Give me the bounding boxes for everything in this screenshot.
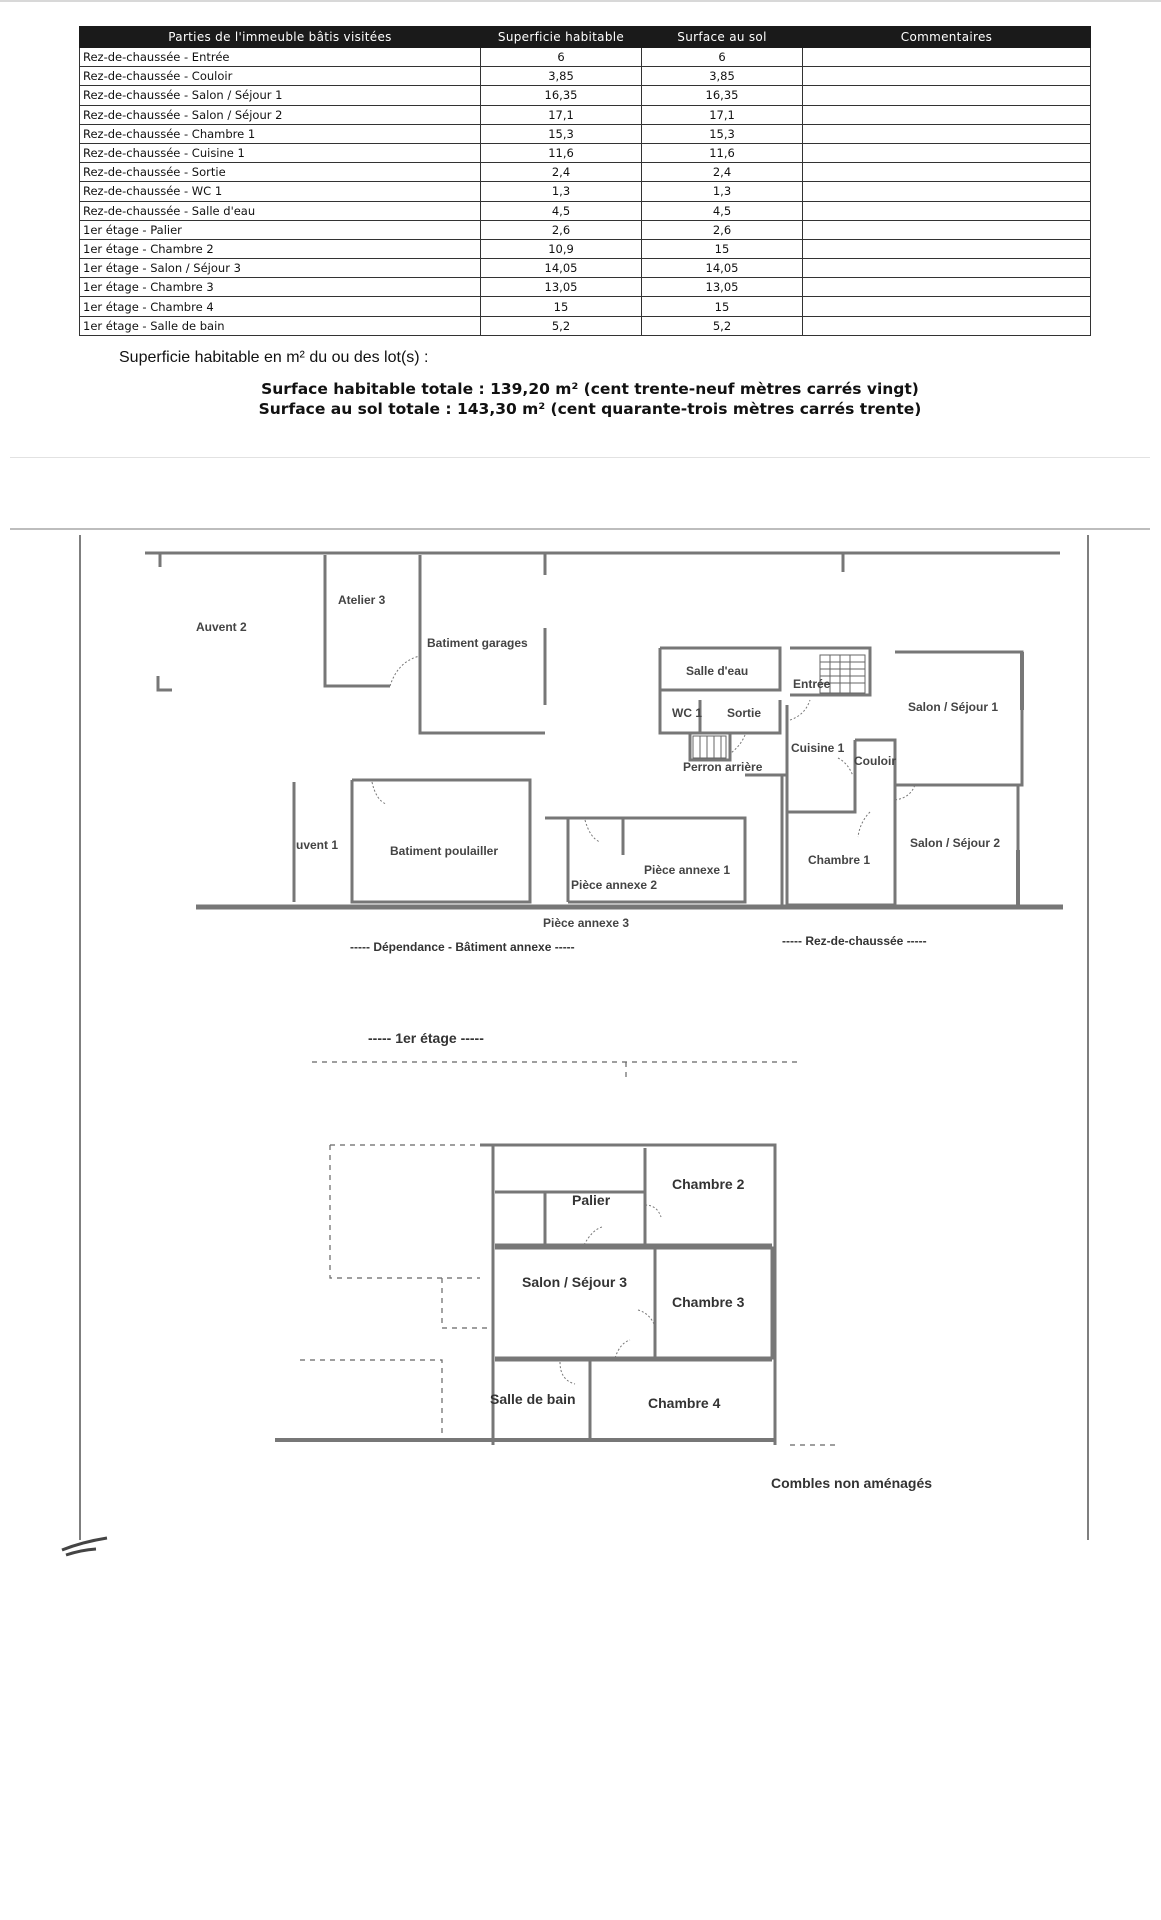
- cell-sol: 2,4: [642, 163, 803, 182]
- dash-combles-notch: [442, 1278, 492, 1328]
- door-arc-sdb: [560, 1362, 575, 1384]
- door-arc-poulailler: [372, 782, 386, 804]
- wall-atelier3: [325, 555, 390, 686]
- label-salon1: Salon / Séjour 1: [908, 700, 999, 714]
- cell-piece: 1er étage - Chambre 4: [80, 297, 481, 316]
- label-salle-bain: Salle de bain: [490, 1391, 576, 1407]
- cell-piece: 1er étage - Chambre 3: [80, 278, 481, 297]
- total-habitable: Surface habitable totale : 139,20 m² (cent trente-neuf mètres carrés vingt): [261, 380, 919, 398]
- door-arc-chambre4: [615, 1340, 630, 1358]
- wall-perron: [690, 733, 730, 760]
- cell-sol: 5,2: [642, 316, 803, 335]
- stairs-perron: [693, 736, 726, 758]
- cell-piece: Rez-de-chaussée - Salon / Séjour 2: [80, 105, 481, 124]
- label-sortie: Sortie: [727, 706, 762, 720]
- cell-sol: 2,6: [642, 220, 803, 239]
- label-salle-eau: Salle d'eau: [686, 664, 749, 678]
- header-piece: Parties de l'immeuble bâtis visitées: [80, 27, 481, 48]
- label-auvent2: Auvent 2: [196, 620, 247, 634]
- cell-habitable: 4,5: [481, 201, 642, 220]
- cell-piece: 1er étage - Salle de bain: [80, 316, 481, 335]
- total-sol: Surface au sol totale : 143,30 m² (cent quarante-trois mètres carrés trente): [258, 400, 922, 418]
- cell-sol: 1,3: [642, 182, 803, 201]
- label-salon2: Salon / Séjour 2: [910, 836, 1001, 850]
- cell-sol: 6: [642, 48, 803, 67]
- cell-piece: 1er étage - Salon / Séjour 3: [80, 259, 481, 278]
- label-wc1: WC 1: [672, 706, 702, 720]
- cell-habitable: 17,1: [481, 105, 642, 124]
- wall-cuisine: [787, 705, 855, 812]
- label-chambre3: Chambre 3: [672, 1294, 745, 1310]
- cell-sol: 3,85: [642, 67, 803, 86]
- cell-habitable: 2,6: [481, 220, 642, 239]
- cell-habitable: 14,05: [481, 259, 642, 278]
- label-atelier3: Atelier 3: [338, 593, 386, 607]
- label-perron: Perron arrière: [683, 760, 763, 774]
- door-arc-couloir: [838, 758, 853, 776]
- wall-chambre2: [645, 1148, 772, 1245]
- label-dependance: ----- Dépendance - Bâtiment annexe -----: [350, 940, 575, 954]
- cell-habitable: 3,85: [481, 67, 642, 86]
- label-annexe3: Pièce annexe 3: [543, 916, 630, 930]
- door-arc-salon3: [638, 1310, 656, 1330]
- cell-sol: 14,05: [642, 259, 803, 278]
- cell-habitable: 10,9: [481, 239, 642, 258]
- cell-habitable: 15: [481, 297, 642, 316]
- label-combles: Combles non aménagés: [771, 1475, 933, 1491]
- cell-sol: 15,3: [642, 124, 803, 143]
- label-couloir: Couloir: [854, 754, 896, 768]
- cell-sol: 11,6: [642, 143, 803, 162]
- cell-piece: Rez-de-chaussée - Entrée: [80, 48, 481, 67]
- label-poulailler: Batiment poulailler: [390, 844, 499, 858]
- scan-mark: [62, 1538, 107, 1555]
- label-entree: Entrée: [793, 677, 831, 691]
- cell-sol: 15: [642, 239, 803, 258]
- dash-combles-lower: [300, 1360, 442, 1438]
- label-1er-etage: ----- 1er étage -----: [368, 1030, 484, 1046]
- cell-sol: 4,5: [642, 201, 803, 220]
- door-arc-chambre1: [858, 812, 870, 837]
- door-arc-cuisine: [790, 700, 810, 720]
- cell-habitable: 2,4: [481, 163, 642, 182]
- cell-piece: Rez-de-chaussée - Sortie: [80, 163, 481, 182]
- header-habitable: Superficie habitable: [481, 27, 642, 48]
- label-garages: Batiment garages: [427, 636, 528, 650]
- cell-piece: Rez-de-chaussée - Chambre 1: [80, 124, 481, 143]
- cell-piece: Rez-de-chaussée - Cuisine 1: [80, 143, 481, 162]
- cell-piece: Rez-de-chaussée - Salon / Séjour 1: [80, 86, 481, 105]
- door-arc-annexe: [585, 820, 600, 842]
- label-rdc: ----- Rez-de-chaussée -----: [782, 934, 927, 948]
- cell-sol: 13,05: [642, 278, 803, 297]
- wall-garages: [420, 700, 545, 733]
- cell-piece: Rez-de-chaussée - WC 1: [80, 182, 481, 201]
- wall-couloir: [855, 740, 895, 812]
- door-arc-atelier: [390, 656, 420, 686]
- cell-sol: 16,35: [642, 86, 803, 105]
- wall-auvent2-stub: [158, 676, 172, 690]
- label-annexe1: Pièce annexe 1: [644, 863, 731, 877]
- wall-salon1: [895, 652, 1022, 785]
- cell-habitable: 6: [481, 48, 642, 67]
- header-comment: Commentaires: [803, 27, 1091, 48]
- wall-palier: [495, 1192, 645, 1245]
- surface-caption: Superficie habitable en m² du ou des lot(s) :: [119, 349, 429, 366]
- label-palier: Palier: [572, 1192, 611, 1208]
- door-arc-salon2: [895, 785, 915, 800]
- label-chambre4: Chambre 4: [648, 1395, 721, 1411]
- cell-sol: 17,1: [642, 105, 803, 124]
- door-arc-sortie: [731, 735, 745, 753]
- cell-habitable: 16,35: [481, 86, 642, 105]
- cell-piece: 1er étage - Chambre 2: [80, 239, 481, 258]
- wall-palier-box: [495, 1192, 545, 1245]
- cell-habitable: 13,05: [481, 278, 642, 297]
- dash-combles-left-v: [330, 1145, 480, 1278]
- label-auvent1: uvent 1: [296, 838, 339, 852]
- cell-habitable: 11,6: [481, 143, 642, 162]
- cell-piece: Rez-de-chaussée - Couloir: [80, 67, 481, 86]
- cell-sol: 15: [642, 297, 803, 316]
- cell-habitable: 5,2: [481, 316, 642, 335]
- door-arc-chambre2: [645, 1205, 661, 1217]
- cell-piece: Rez-de-chaussée - Salle d'eau: [80, 201, 481, 220]
- label-annexe2: Pièce annexe 2: [571, 878, 658, 892]
- cell-piece: 1er étage - Palier: [80, 220, 481, 239]
- label-salon3: Salon / Séjour 3: [522, 1274, 628, 1290]
- cell-habitable: 1,3: [481, 182, 642, 201]
- label-chambre2: Chambre 2: [672, 1176, 745, 1192]
- label-cuisine1: Cuisine 1: [791, 741, 845, 755]
- label-chambre1: Chambre 1: [808, 853, 871, 867]
- header-sol: Surface au sol: [642, 27, 803, 48]
- cell-habitable: 15,3: [481, 124, 642, 143]
- door-arc-palier: [584, 1227, 602, 1245]
- wall-salon3: [495, 1248, 655, 1358]
